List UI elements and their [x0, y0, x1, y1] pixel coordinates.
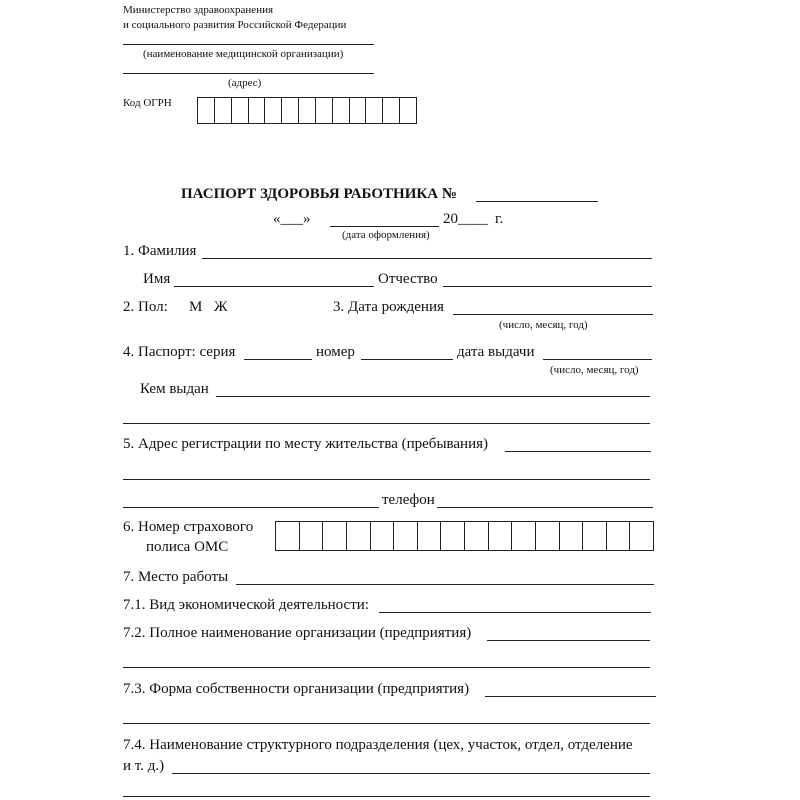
insurance-digit-cell[interactable]	[418, 522, 442, 550]
ogrn-digit-cell[interactable]	[383, 98, 400, 123]
activity-label: 7.1. Вид экономической деятельности:	[123, 597, 369, 613]
surname-label: 1. Фамилия	[123, 243, 197, 259]
ownership-label: 7.3. Форма собственности организации (предприятия)	[123, 681, 470, 697]
ogrn-digit-cell[interactable]	[282, 98, 299, 123]
passport-series-label: 4. Паспорт: серия	[123, 344, 236, 360]
ogrn-digit-cell[interactable]	[232, 98, 249, 123]
date-month-line[interactable]	[330, 226, 439, 227]
issued-by-label: Кем выдан	[140, 381, 209, 397]
ogrn-digit-cell[interactable]	[333, 98, 350, 123]
insurance-digit-cell[interactable]	[371, 522, 395, 550]
ogrn-digit-cell[interactable]	[265, 98, 282, 123]
ogrn-digit-cell[interactable]	[299, 98, 316, 123]
issued-by-field[interactable]	[216, 396, 650, 397]
ogrn-digit-cell[interactable]	[366, 98, 383, 123]
insurance-digit-cell[interactable]	[276, 522, 300, 550]
org-full-name-field[interactable]	[487, 640, 650, 641]
insurance-digit-cell[interactable]	[489, 522, 513, 550]
birth-date-field[interactable]	[453, 314, 653, 315]
patronymic-label: Отчество	[378, 271, 438, 287]
subdivision-field-line-2[interactable]	[123, 796, 650, 797]
insurance-digit-cell[interactable]	[583, 522, 607, 550]
reg-address-field-line-2[interactable]	[123, 479, 650, 480]
insurance-digit-cell[interactable]	[536, 522, 560, 550]
subdivision-label-2: и т. д.)	[123, 758, 165, 774]
date-year[interactable]: 20____	[443, 211, 488, 227]
insurance-digit-cell[interactable]	[465, 522, 489, 550]
ogrn-code-cells[interactable]	[197, 97, 417, 124]
ogrn-digit-cell[interactable]	[198, 98, 215, 123]
org-name-line[interactable]	[123, 44, 374, 45]
phone-field[interactable]	[437, 507, 653, 508]
insurance-digit-cell[interactable]	[560, 522, 584, 550]
issue-date-caption: (число, месяц, год)	[550, 364, 639, 376]
subdivision-field[interactable]	[172, 773, 650, 774]
name-label: Имя	[143, 271, 171, 287]
date-caption: (дата оформления)	[342, 229, 430, 241]
date-year-suffix: г.	[495, 211, 504, 227]
date-day[interactable]: «___»	[273, 211, 311, 227]
workplace-field[interactable]	[236, 584, 654, 585]
name-field[interactable]	[174, 286, 374, 287]
address-line[interactable]	[123, 73, 374, 74]
org-full-name-label: 7.2. Полное наименование организации (предприятия)	[123, 625, 472, 641]
document-title: ПАСПОРТ ЗДОРОВЬЯ РАБОТНИКА №	[181, 186, 457, 202]
activity-field[interactable]	[379, 612, 651, 613]
reg-address-field-line-3[interactable]	[123, 507, 379, 508]
address-caption: (адрес)	[228, 77, 262, 89]
insurance-digit-cell[interactable]	[323, 522, 347, 550]
birth-date-caption: (число, месяц, год)	[499, 319, 588, 331]
ministry-line-2: и социального развития Российской Федерации	[123, 19, 347, 31]
org-full-name-field-line-2[interactable]	[123, 667, 650, 668]
issue-date-label: дата выдачи	[457, 344, 535, 360]
sex-option-f[interactable]: Ж	[214, 299, 228, 315]
ogrn-label: Код ОГРН	[123, 97, 172, 109]
insurance-digit-cell[interactable]	[347, 522, 371, 550]
ogrn-digit-cell[interactable]	[249, 98, 266, 123]
insurance-digit-cell[interactable]	[441, 522, 465, 550]
issue-date-field[interactable]	[543, 359, 652, 360]
reg-address-label: 5. Адрес регистрации по месту жительства (пребывания)	[123, 436, 489, 452]
insurance-policy-cells[interactable]	[275, 521, 654, 551]
birth-date-label: 3. Дата рождения	[333, 299, 444, 315]
ogrn-digit-cell[interactable]	[400, 98, 416, 123]
org-name-caption: (наименование медицинской организации)	[143, 48, 344, 60]
sex-label: 2. Пол:	[123, 299, 168, 315]
insurance-label-2: полиса ОМС	[146, 539, 229, 555]
ownership-field-line-2[interactable]	[123, 723, 650, 724]
passport-number-field[interactable]	[361, 359, 453, 360]
ogrn-digit-cell[interactable]	[350, 98, 367, 123]
surname-field[interactable]	[202, 258, 652, 259]
insurance-digit-cell[interactable]	[394, 522, 418, 550]
passport-number-label: номер	[316, 344, 355, 360]
insurance-digit-cell[interactable]	[512, 522, 536, 550]
phone-label: телефон	[382, 492, 435, 508]
ogrn-digit-cell[interactable]	[215, 98, 232, 123]
insurance-label-1: 6. Номер страхового	[123, 519, 254, 535]
issued-by-field-line-2[interactable]	[123, 423, 650, 424]
insurance-digit-cell[interactable]	[607, 522, 631, 550]
insurance-digit-cell[interactable]	[630, 522, 653, 550]
reg-address-field[interactable]	[505, 451, 651, 452]
ministry-line-1: Министерство здравоохранения	[123, 4, 274, 16]
subdivision-label-1: 7.4. Наименование структурного подразделения (цех, участок, отдел, отделение	[123, 737, 633, 753]
passport-series-field[interactable]	[244, 359, 312, 360]
patronymic-field[interactable]	[443, 286, 652, 287]
document-number-line[interactable]	[476, 201, 598, 202]
workplace-label: 7. Место работы	[123, 569, 229, 585]
sex-option-m[interactable]: М	[189, 299, 203, 315]
ogrn-digit-cell[interactable]	[316, 98, 333, 123]
insurance-digit-cell[interactable]	[300, 522, 324, 550]
ownership-field[interactable]	[485, 696, 656, 697]
